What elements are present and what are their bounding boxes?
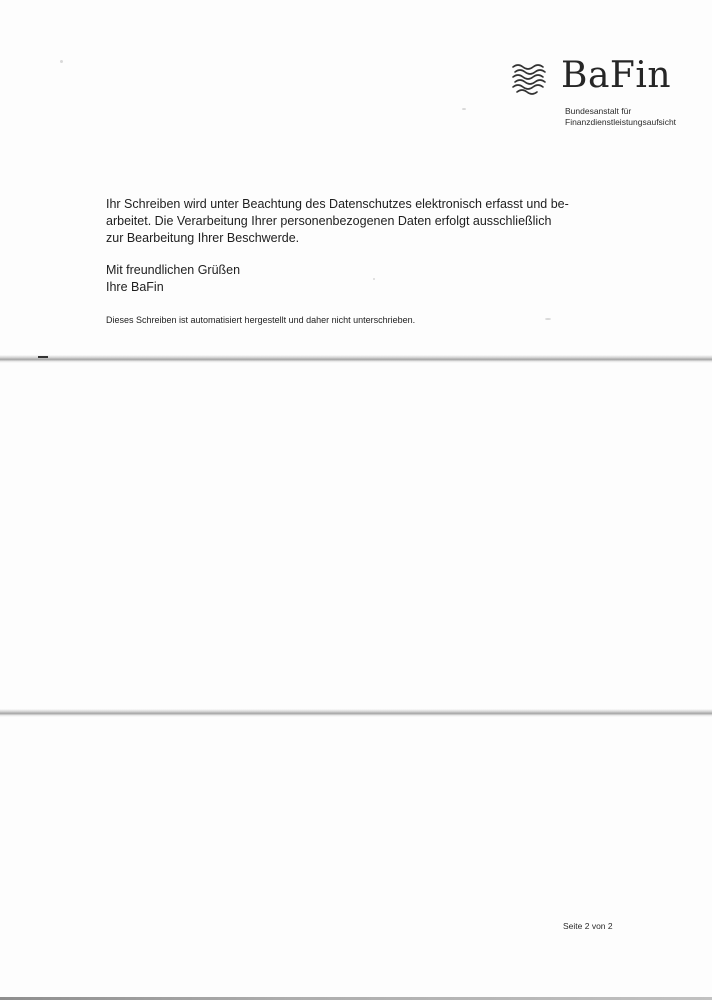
closing-greeting: Mit freundlichen Grüßen xyxy=(106,263,241,277)
scan-speck xyxy=(60,60,63,63)
bafin-logo xyxy=(511,56,691,100)
body-line: Ihr Schreiben wird unter Beachtung des Datenschutzes elektronisch erfasst und be- xyxy=(106,197,569,211)
body-line: arbeitet. Die Verarbeitung Ihrer personenbezogenen Daten erfolgt ausschließlich xyxy=(106,214,552,228)
logo-subtitle xyxy=(565,106,705,128)
punch-mark xyxy=(38,356,48,358)
bafin-waves-icon xyxy=(511,62,549,96)
logo-subtitle-line: Bundesanstalt für xyxy=(565,106,632,116)
scan-speck xyxy=(462,108,466,110)
scan-speck xyxy=(545,318,551,320)
scan-speck xyxy=(373,278,375,280)
automation-notice: Dieses Schreiben ist automatisiert hergestellt und daher nicht unterschrieben. xyxy=(106,315,416,325)
page-number: Seite 2 von 2 xyxy=(563,921,613,931)
body-paragraph xyxy=(106,196,569,247)
logo-subtitle-line: Finanzdienstleistungsaufsicht xyxy=(565,117,677,127)
body-line: zur Bearbeitung Ihrer Beschwerde. xyxy=(106,231,300,245)
closing-block xyxy=(106,262,240,296)
fold-line xyxy=(0,709,712,717)
closing-sender: Ihre BaFin xyxy=(106,280,164,294)
fold-line xyxy=(0,355,712,363)
logo-wordmark: BaFin xyxy=(561,55,672,96)
